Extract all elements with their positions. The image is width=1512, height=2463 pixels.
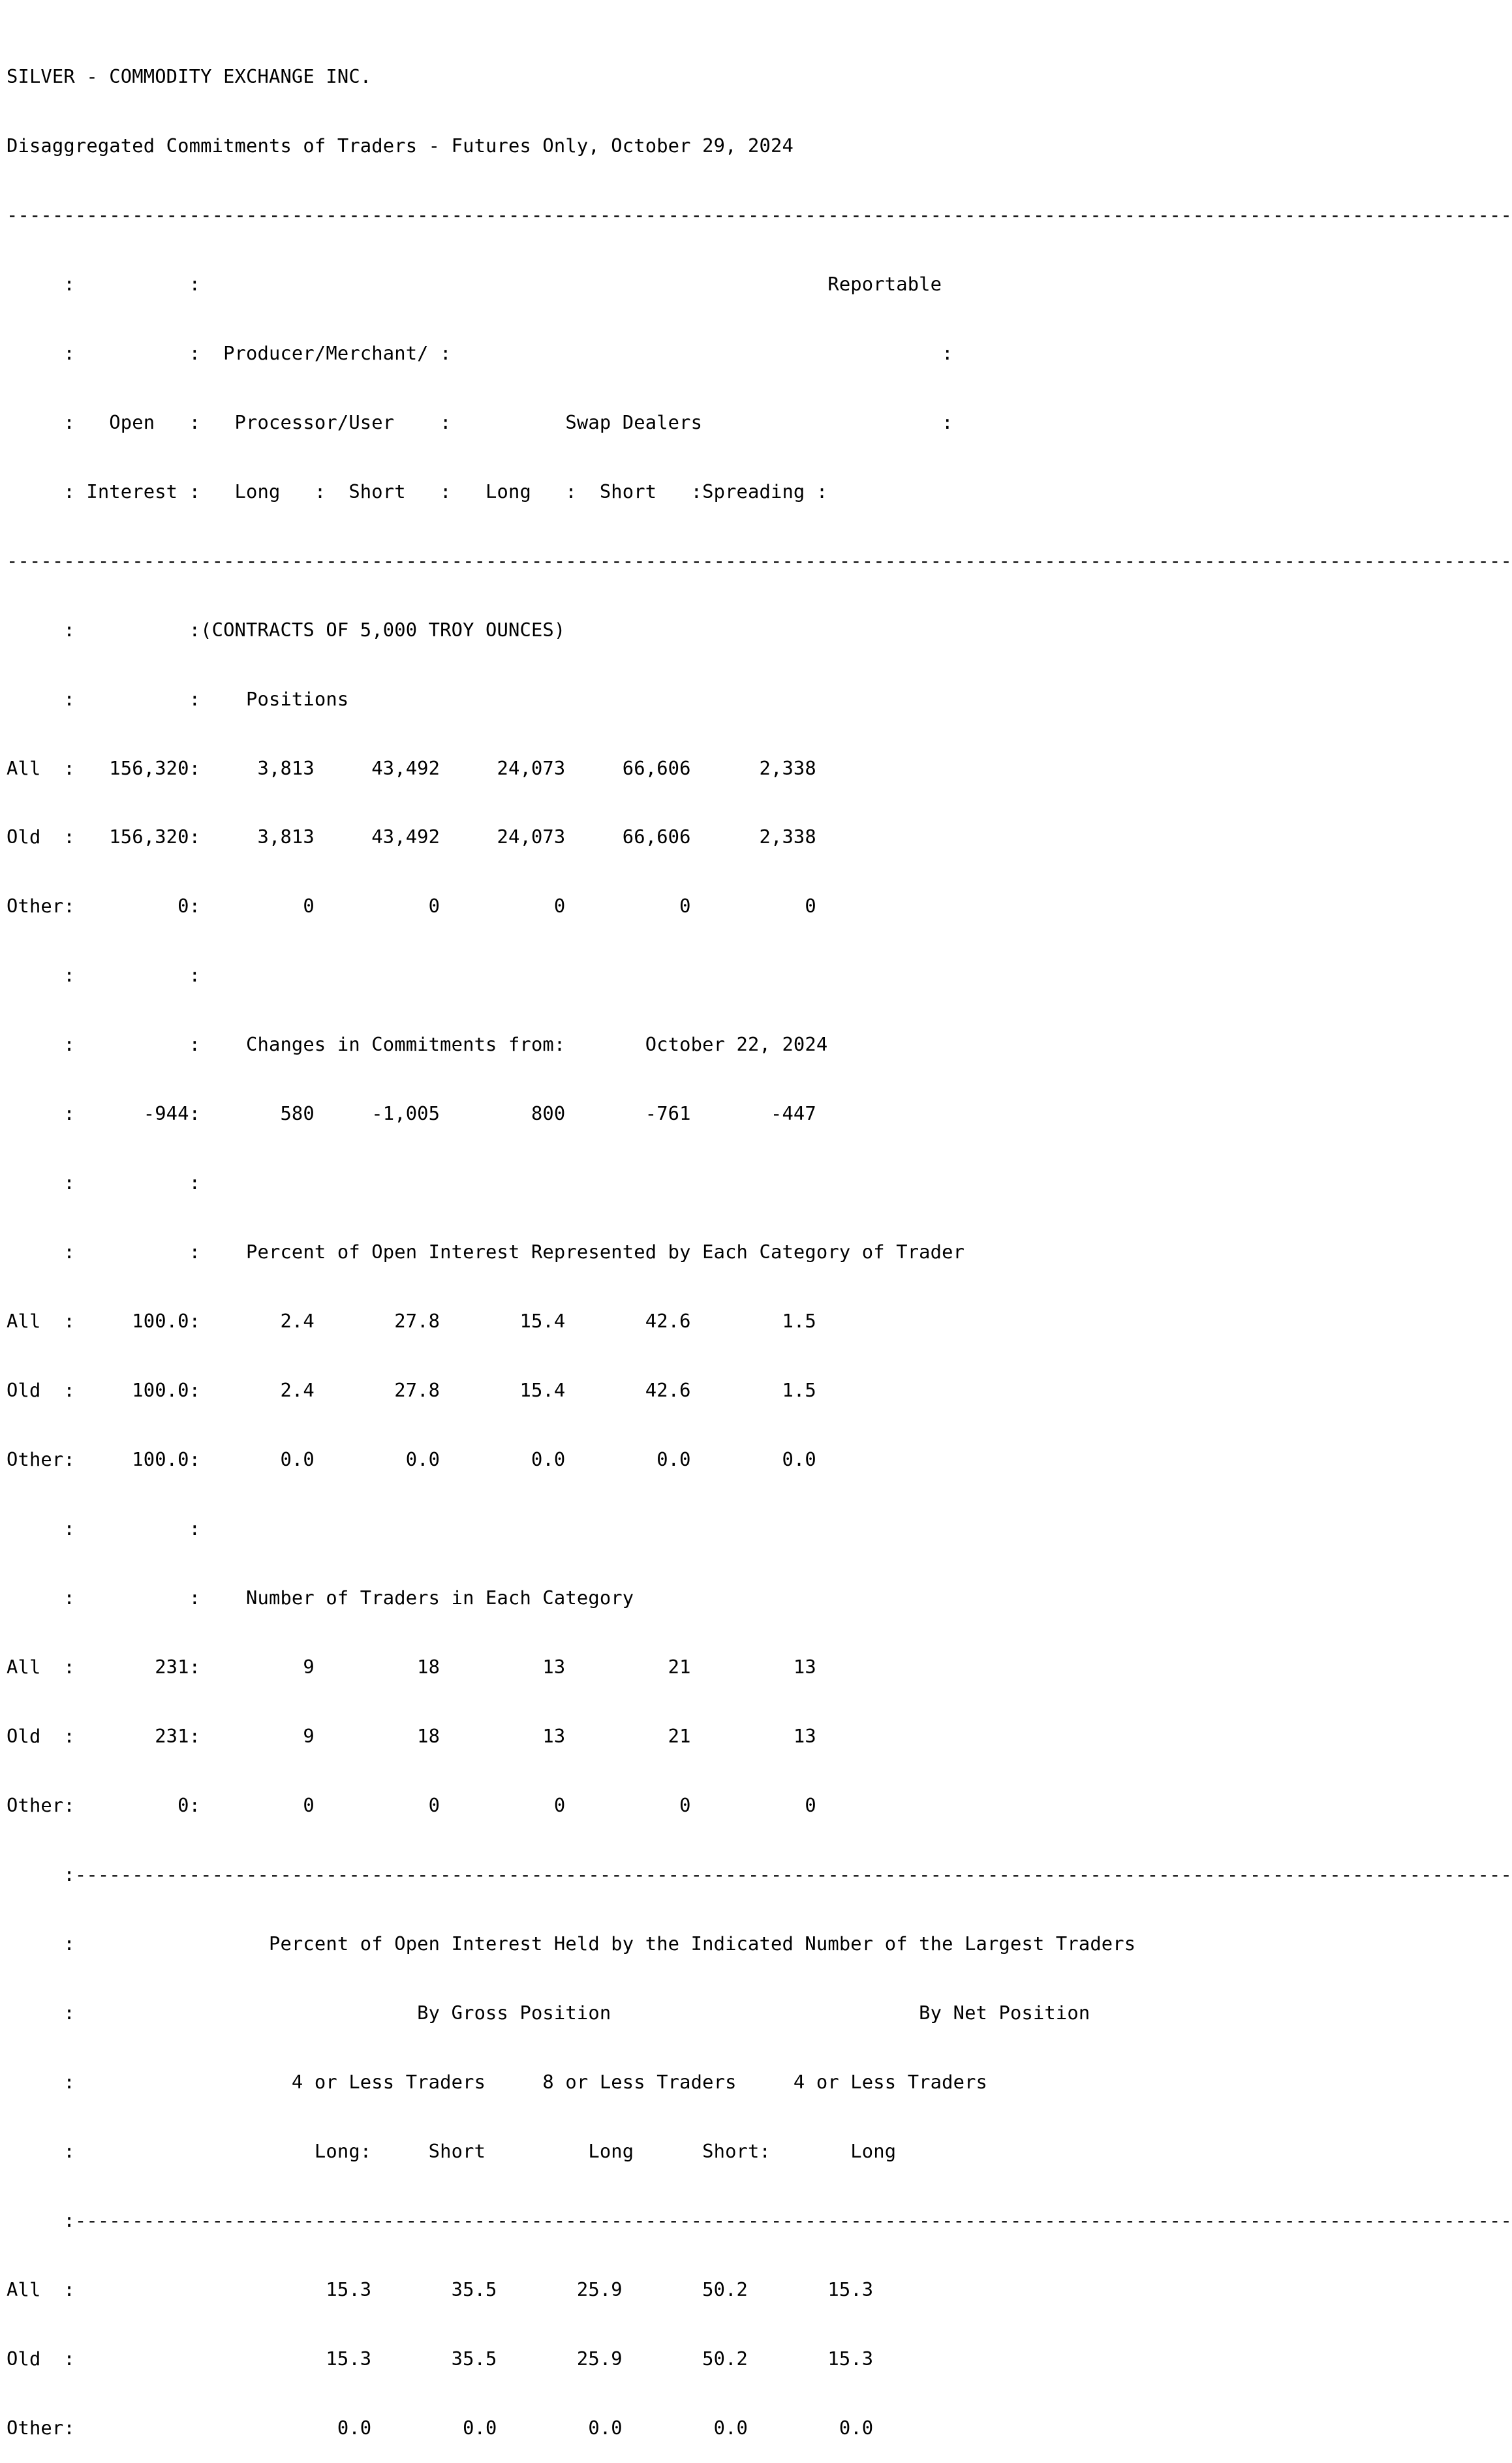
traders-row-all: All : 231: 9 18 13 21 13: [7, 1656, 816, 1679]
concentration-row-old: Old : 15.3 35.5 25.9 50.2 15.3: [7, 2347, 874, 2370]
traders-row-other: Other: 0: 0 0 0 0 0: [7, 1794, 816, 1817]
percent-oi-row-other: Other: 100.0: 0.0 0.0 0.0 0.0 0.0: [7, 1448, 816, 1471]
top-divider: ------------------------------------------------------------------------------------------------------------------------------------: [7, 203, 1512, 226]
traders-row-old: Old : 231: 9 18 13 21 13: [7, 1725, 816, 1748]
header-line-1: : : Reportable: [7, 272, 942, 295]
header-line-2: : : Producer/Merchant/ : :: [7, 341, 953, 364]
cot-report-text: [7, 19, 1512, 2463]
concentration-divider: :------------------------------------------------------------------------------------------------------------------------------: [7, 1863, 1512, 1886]
concentration-subheading: : By Gross Position By Net Position: [7, 2002, 1090, 2024]
positions-heading: : : Positions: [7, 687, 349, 710]
header-divider: ------------------------------------------------------------------------------------------------------------------------------------: [7, 549, 1512, 572]
positions-row-other: Other: 0: 0 0 0 0 0: [7, 895, 816, 918]
spacer-line: : :: [7, 964, 201, 987]
header-line-3: : Open : Processor/User : Swap Dealers :: [7, 410, 953, 433]
spacer-line: : :: [7, 1517, 201, 1540]
percent-oi-row-old: Old : 100.0: 2.4 27.8 15.4 42.6 1.5: [7, 1379, 816, 1402]
changes-heading: : : Changes in Commitments from: October 22, 2024: [7, 1033, 828, 1056]
concentration-row-other: Other: 0.0 0.0 0.0 0.0 0.0: [7, 2417, 874, 2440]
traders-heading: : : Number of Traders in Each Category: [7, 1587, 634, 1609]
concentration-columns: : Long: Short Long Short: Long: [7, 2140, 897, 2163]
percent-oi-heading: : : Percent of Open Interest Represented by Each Category of Trader: [7, 1241, 965, 1263]
concentration-trader-groups: : 4 or Less Traders 8 or Less Traders 4 or Less Traders: [7, 2071, 988, 2094]
concentration-divider: :------------------------------------------------------------------------------------------------------------------------------: [7, 2209, 1512, 2232]
report-title: SILVER - COMMODITY EXCHANGE INC.: [7, 65, 372, 87]
percent-oi-row-all: All : 100.0: 2.4 27.8 15.4 42.6 1.5: [7, 1310, 816, 1333]
units-line: : :(CONTRACTS OF 5,000 TROY OUNCES): [7, 618, 566, 641]
positions-row-old: Old : 156,320: 3,813 43,492 24,073 66,606 2,338: [7, 826, 816, 848]
concentration-row-all: All : 15.3 35.5 25.9 50.2 15.3: [7, 2278, 874, 2301]
positions-row-all: All : 156,320: 3,813 43,492 24,073 66,606 2,338: [7, 756, 816, 779]
report-subtitle: Disaggregated Commitments of Traders - Futures Only, October 29, 2024: [7, 134, 794, 157]
concentration-heading: : Percent of Open Interest Held by the Indicated Number of the Largest Traders: [7, 1932, 1136, 1955]
spacer-line: : :: [7, 1171, 201, 1194]
changes-row: : -944: 580 -1,005 800 -761 -447: [7, 1102, 816, 1125]
header-line-4: : Interest : Long : Short : Long : Short :Spreading :: [7, 480, 828, 503]
